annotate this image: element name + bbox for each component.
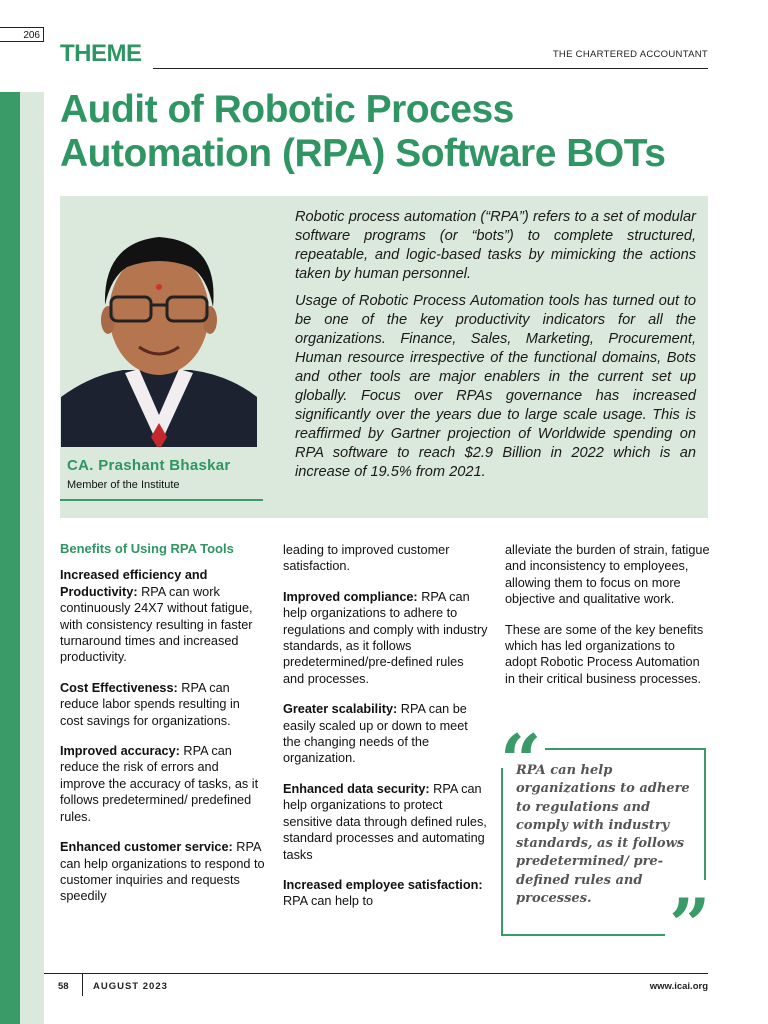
footer-date: AUGUST 2023	[93, 981, 168, 992]
benefit-text: leading to improved customer satisfaction.	[283, 543, 450, 574]
benefit-item	[60, 567, 265, 665]
page-badge: 206	[0, 27, 44, 42]
section-heading: Benefits of Using RPA Tools	[60, 541, 234, 556]
benefit-continuation	[505, 542, 710, 608]
benefit-text: RPA can help organizations to respond to customer inquiries and requests speedily	[60, 840, 265, 904]
benefit-item	[60, 839, 265, 905]
benefit-text: RPA can help to	[283, 894, 374, 909]
benefit-text: RPA can be easily scaled up or down to meet the changing needs of the organization.	[283, 702, 468, 766]
benefit-continuation	[283, 542, 488, 575]
article-title: Audit of Robotic Process Automation (RPA) Software BOTs	[60, 88, 666, 175]
closing-paragraph: These are some of the key benefits which has led organizations to adopt Robotic Process Automation in their critical business processes.	[505, 622, 704, 686]
pull-quote-text: RPA can help organizations to adhere to regulations and comply with industry standards, as it follows predetermined/ pre-defined rules and processes.	[516, 763, 690, 907]
intro-text	[295, 208, 696, 490]
benefit-item	[60, 680, 265, 729]
benefit-title: Enhanced data security:	[283, 781, 430, 796]
benefit-title: Improved accuracy:	[60, 744, 180, 759]
benefit-title: Improved compliance:	[283, 589, 418, 604]
benefit-item	[283, 589, 488, 687]
body-column-3	[505, 542, 710, 701]
benefit-title: Enhanced customer service:	[60, 840, 233, 855]
benefit-item	[283, 701, 488, 767]
benefit-text: RPA can reduce labor spends resulting in cost savings for organizations.	[60, 680, 240, 728]
open-quote-mark: “	[496, 716, 545, 768]
footer-page-number: 58	[58, 981, 69, 992]
body-column-2	[283, 542, 488, 924]
benefit-item	[60, 743, 265, 825]
author-rule	[60, 499, 263, 501]
benefit-text: alleviate the burden of strain, fatigue and inconsistency to employees, allowing them to focus on more objective and qualitative work.	[505, 543, 710, 607]
benefit-item	[283, 781, 488, 863]
benefit-text: RPA can help organizations to protect sensitive data through defined rules, standard processes and automating tasks	[283, 781, 487, 862]
benefit-title: Increased efficiency and Productivity:	[60, 568, 208, 599]
benefit-title: Increased employee satisfaction:	[283, 877, 483, 892]
footer-separator	[82, 974, 83, 996]
benefit-title: Cost Effectiveness:	[60, 680, 178, 695]
benefit-text: RPA can work continuously 24X7 without fatigue, with consistency resulting in faster turnaround times and increased productivity.	[60, 584, 253, 665]
left-stripe-light	[20, 92, 44, 1024]
author-name: CA. Prashant Bhaskar	[67, 457, 231, 474]
benefit-item	[283, 877, 488, 910]
benefit-text: RPA can reduce the risk of errors and improve the accuracy of tasks, as it follows predetermined/ predefined rules.	[60, 744, 259, 824]
author-photo	[61, 225, 257, 447]
footer-rule	[44, 973, 708, 974]
header-rule	[153, 68, 708, 69]
section-label-theme: THEME	[60, 40, 142, 67]
left-stripe-dark	[0, 92, 20, 1024]
benefit-text: RPA can help organizations to adhere to regulations and comply with industry standards, as it follows predetermined/pre-defined rules and processes.	[283, 589, 488, 686]
benefit-title: Greater scalability:	[283, 702, 398, 717]
close-quote-mark: ”	[665, 880, 714, 940]
author-role: Member of the Institute	[67, 479, 180, 491]
footer-url: www.icai.org	[649, 981, 708, 992]
journal-name: THE CHARTERED ACCOUNTANT	[552, 49, 708, 60]
intro-paragraph: Usage of Robotic Process Automation tools has turned out to be one of the key productivity indicators for all the organizations. Finance, Sales, Marketing, Procurement, Human resource irrespective of the functional domains, Bots and other tools are major enablers in the current set up globally. Focus over RPAs governance has increased significantly over the years due to large scale usage. This is reaffirmed by Gartner projection of Worldwide spending on RPA software to reach $2.9 Billion in 2022 which is an increase of 19.5% from 2021.	[295, 293, 696, 480]
intro-paragraph: Robotic process automation (“RPA”) refers to a set of modular software programs (or “bots”) to complete structured, repeatable, and logic-based tasks by mimicking the actions taken by human personnel.	[295, 209, 696, 282]
body-column-1	[60, 541, 265, 919]
